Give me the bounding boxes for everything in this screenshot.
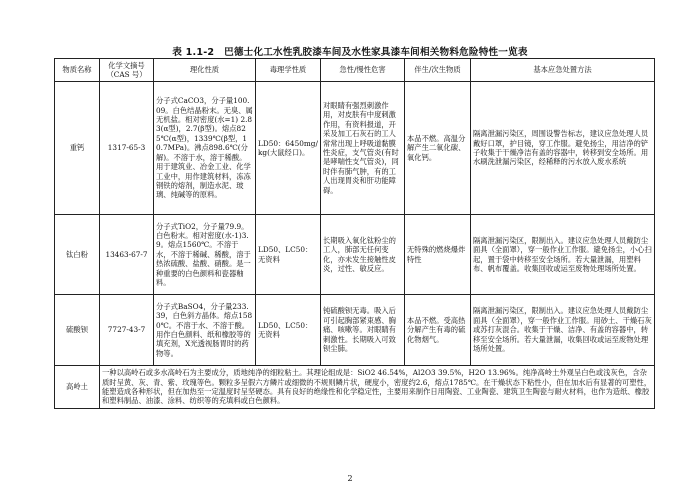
cell-props: 分子式TiO2，分子量79.9。白色粉末。相对密度(水-1)3.9。熔点1560℃。不溶于水，不溶于稀碱、稀酸，溶于热浓硫酸、盐酸、硝酸。是一种重要的白色颜料和瓷器釉料。 xyxy=(154,215,256,295)
hazard-table xyxy=(54,58,655,409)
page-title: 表 1.1-2 巴德士化工水性乳胶漆车间及水性家具漆车间相关物料危险特性一览表 xyxy=(172,47,528,58)
cell-tox: LD50、LC50：无资料 xyxy=(256,215,321,295)
cell-hazard: 长期吸入氧化钛粉尘的工人，肺部无任何变化，亦未发生接触性皮炎，过性、敏反应。 xyxy=(321,215,405,295)
cell-name: 高岭土 xyxy=(55,366,100,409)
table-row xyxy=(55,82,655,215)
page-number: 2 xyxy=(347,474,353,483)
cell-name: 钛白粉 xyxy=(55,215,100,295)
cell-tox: LD50、LC50：无资料 xyxy=(256,295,321,366)
cell-name: 硫酸钡 xyxy=(55,295,100,366)
header-cas: 化学文摘号 （CAS 号） xyxy=(100,59,154,82)
cell-cas: 1317-65-3 xyxy=(100,82,154,215)
table-row xyxy=(55,215,655,295)
cell-by: 本品不燃。受高热分解产生有毒的硫化物烟气。 xyxy=(405,295,471,366)
table-row xyxy=(55,366,655,409)
header-hazard: 急性/慢性危害 xyxy=(321,59,405,82)
header-props: 理化性质 xyxy=(154,59,256,82)
header-name: 物质名称 xyxy=(55,59,100,82)
cell-response: 隔离泄漏污染区，周围设警告标志，建议应急处理人员戴好口罩，护目镜，穿工作服。避免扬尘，用洁净的铲子收集于干燥净洁有盖的容器中，转移到安全场所。用水刷洗泄漏污染区，经稀释的污水放入废水系统 xyxy=(471,82,655,215)
cell-props: 分子式CaCO3，分子量100.09。白色结晶粉末。无臭、属无机盐。相对密度(水=1) 2.83(α型)，2.7(β型)。熔点825℃(α型)，1339℃(β型，10.7MPa)。沸点898.6℃(分解)。不溶于水，溶于稀酸。用于建筑业、冶金工业、化学工业中，用作建筑材料，冻冻钢铁的熔剂，制造水泥、玻璃、纯碱等的原料。 xyxy=(154,82,256,215)
cell-kaolin-desc: 一种以高岭石或多水高岭石为主要成分，质地纯净的细粒粘土。其理论组成是：SiO2 46.54%，Al2O3 39.5%，H2O 13.96%。纯净高岭土外观呈白色或浅灰色，含杂质时呈黄、灰、青、紫、玫瑰等色。颗粒多呈假六方鳞片或细微的不规则鳞片状，硬度小，密度约2.6，熔点1785℃。在干燥状态下粘性小，但在加水后有显著的可塑性，能塑造成各种形状，但在加热至一定温度时呈坚硬态。具有良好的绝缘性和化学稳定性，主要用来制作日用陶瓷、工业陶瓷、建筑卫生陶瓷与耐火材料，也作为造纸、橡胶和塑料制品、油漆、涂料、纺织等的充填料或白色颜料。 xyxy=(100,366,655,409)
cell-by: 本品不燃。高温分解产生二氧化碳、氧化钙。 xyxy=(405,82,471,215)
cell-response: 隔离泄漏污染区，限制出入。建议应急处理人员戴防尘面具（全面罩），穿一般作业工作服。用砂土、干燥石灰或苏打灰混合。收集于干燥、洁净、有盖的容器中，转移至安全场所。若大量泄漏，收集回收或运至废物处理场所处置。 xyxy=(471,295,655,366)
cell-by: 无特殊的燃烧爆炸特性 xyxy=(405,215,471,295)
cell-tox: LD50：6450mg/kg(大鼠经口)。 xyxy=(256,82,321,215)
cell-cas: 7727-43-7 xyxy=(100,295,154,366)
table-row xyxy=(55,295,655,366)
cell-name: 重钙 xyxy=(55,82,100,215)
header-response: 基本应急处置方法 xyxy=(471,59,655,82)
cell-cas: 13463-67-7 xyxy=(100,215,154,295)
header-tox: 毒理学性质 xyxy=(256,59,321,82)
cell-props: 分子式BaSO4，分子量233.39，白色斜方晶体。熔点1580℃。不溶于水、不溶于酸。用作白色颜料、纸和橡胶等的填充剂，X光透视肠胃时的药物等。 xyxy=(154,295,256,366)
table-header-row xyxy=(55,59,655,82)
cell-hazard: 对眼睛有强烈刺激作用，对皮肤有中度刺激作用，有资料报道，开采及加工石灰石的工人常常出现上呼吸道黏膜性炎症，支气管炎(有时是哮喘性支气管炎)，同时伴有肺气肿，有的工人出现胃炎和肝功能障碍。 xyxy=(321,82,405,215)
cell-response: 隔离泄漏污染区，限制出入。建议应急处理人员戴防尘面具（全面罩），穿一般作业工作服。避免扬尘，小心扫起，置于袋中转移至安全场所。若大量泄漏，用塑料布、帆布覆盖。收集回收或运至废物处理场所处置。 xyxy=(471,215,655,295)
cell-hazard: 钝硫酸钡无毒。吸入后可引起胸部紧束感、胸痛、咳嗽等。对眼睛有刺激性。长期吸入可致钡尘肺。 xyxy=(321,295,405,366)
header-by: 伴生/次生物质 xyxy=(405,59,471,82)
